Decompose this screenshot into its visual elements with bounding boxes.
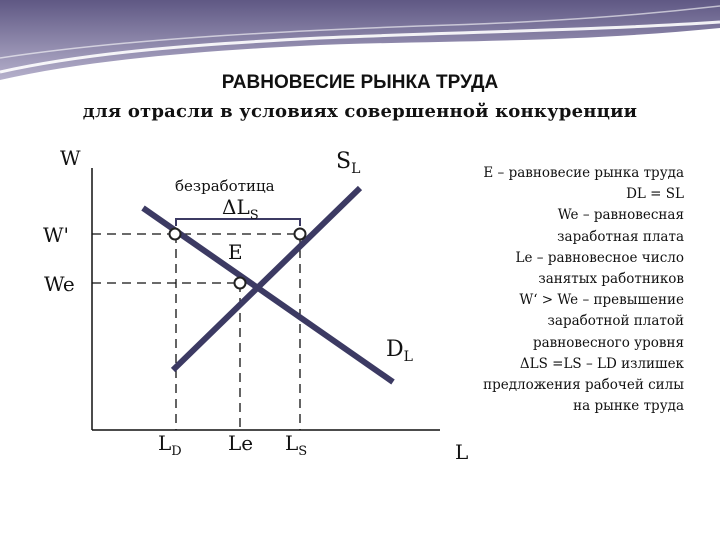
supply-curve-label: $S_L$: [336, 149, 361, 177]
legend-line: на рынке труда: [573, 398, 684, 415]
legend-text: [420, 163, 684, 417]
le-tick-label: Le: [228, 431, 254, 455]
demand-curve-label: $D_L$: [386, 337, 413, 365]
point-equilibrium: [235, 278, 246, 289]
w-prime-label: W': [43, 223, 70, 247]
title-line-2: для отрасли в условиях совершенной конкуренции: [82, 101, 638, 122]
legend-line: ΔLS =LS – LD излишек: [519, 355, 684, 372]
legend-line: W‘ > We – превышение: [519, 292, 684, 309]
equilibrium-label: E: [228, 240, 243, 264]
point-ld: [170, 229, 181, 240]
legend-line: DL = SL: [626, 186, 684, 203]
title-line-1: РАВНОВЕСИЕ РЫНКА ТРУДА: [221, 72, 499, 93]
legend-line: равновесного уровня: [532, 334, 684, 351]
unemployment-label: безработица: [175, 177, 275, 195]
ld-tick-label: $L_D$: [158, 431, 182, 459]
legend-line: Le – равновесное число: [515, 249, 684, 266]
legend-line: предложения рабочей силы: [483, 377, 684, 394]
ls-tick-label: $L_S$: [285, 431, 308, 459]
delta-ls-label: $\Delta L_S$: [222, 195, 259, 223]
legend-line: занятых работников: [538, 271, 684, 288]
legend-line: We – равновесная: [557, 207, 684, 224]
legend-line: заработной платой: [547, 313, 684, 330]
legend-line: заработная плата: [557, 228, 684, 245]
y-axis-label: W: [60, 146, 81, 170]
legend-line: E – равновесие рынка труда: [483, 165, 684, 181]
x-axis-label: L: [455, 440, 469, 464]
we-label: We: [44, 272, 75, 296]
unemployment-bracket: [176, 219, 300, 226]
point-ls: [295, 229, 306, 240]
